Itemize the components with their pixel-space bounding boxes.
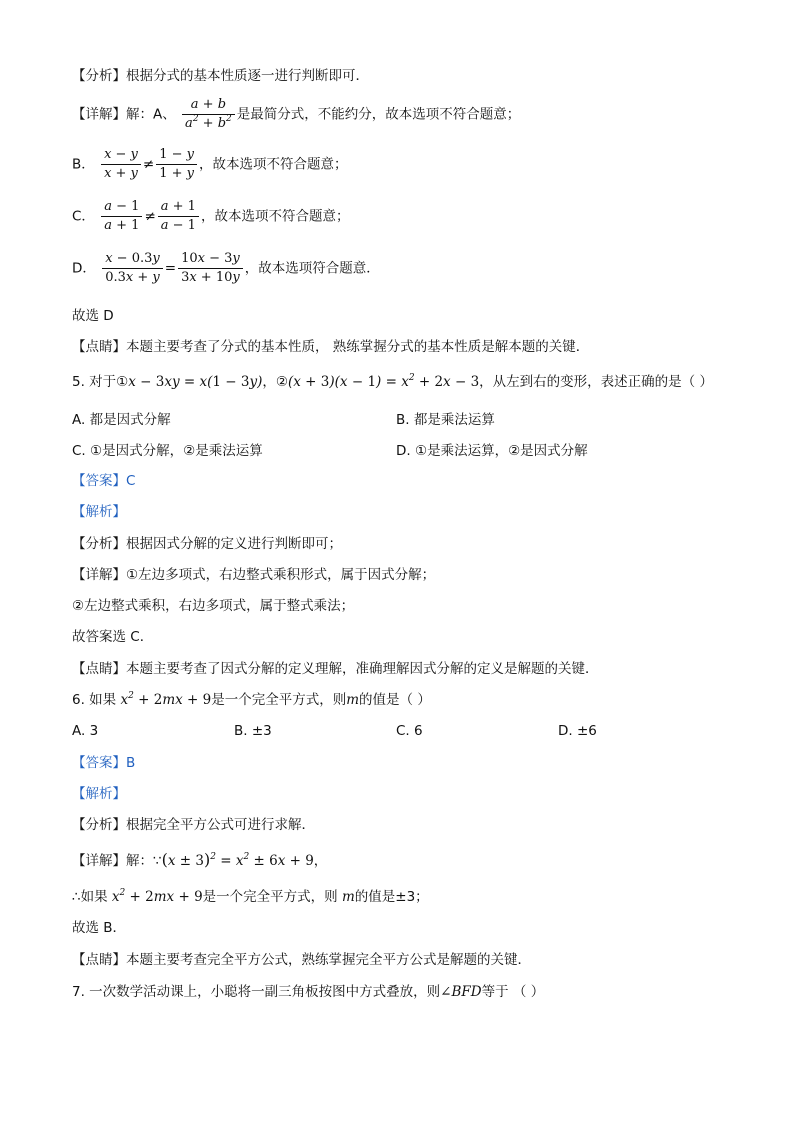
q5-stem-suffix: ，从左到右的变形，表述正确的是（ ） <box>479 374 713 390</box>
option-b-text: ，故本选项不符合题意； <box>199 156 348 173</box>
option-d-label: D． <box>72 260 96 277</box>
detail-c-line: C． $\frac{a - 1}{a + 1}$ ≠ $\frac{a + 1}{a - 1}$ ，故本选项不符合题意； <box>72 199 350 233</box>
q6-detail-comma: ， <box>313 853 328 869</box>
q7-stem-suffix: 等于 （ ） <box>481 984 545 1000</box>
q6-stem-prefix: 6. 如果 <box>72 692 117 708</box>
q6-detail-prefix: 【详解】解：∵ <box>72 853 162 869</box>
q5-answer: 【答案】C <box>72 473 136 489</box>
q6-stem-suffix: 是一个完全平方式，则 <box>211 692 347 708</box>
q6-comment: 【点睛】本题主要考查完全平方公式，熟练掌握完全平方公式是解题的关键． <box>72 952 531 968</box>
q7-stem-prefix: 7. 一次数学活动课上，小聪将一副三角板按图中方式叠放，则 <box>72 984 441 1000</box>
q5-detail-1: 【详解】①左边多项式，右边整式乘积形式，属于因式分解； <box>72 567 436 583</box>
q5-option-b: B. 都是乘法运算 <box>396 412 495 428</box>
q5-comment: 【点睛】本题主要考查了因式分解的定义理解，准确理解因式分解的定义是解题的关键． <box>72 661 599 677</box>
q5-expr-2: $(x + 3)(x - 1) = x^2 + 2x - 3$ <box>288 373 480 390</box>
q6-therefore-end: 的值是±3； <box>354 889 429 905</box>
q6-answer: 【答案】B <box>72 755 136 771</box>
q6-option-c: C. 6 <box>396 723 423 739</box>
q6-choose: 故选 B． <box>72 920 127 936</box>
q6-stem-end: 的值是（ ） <box>359 692 431 708</box>
q5-expr-1: x − 3xy = x(1 − 3y) <box>128 374 263 390</box>
detail-a-line <box>72 96 520 133</box>
q6-option-b: B. ±3 <box>234 723 272 739</box>
q5-option-a: A. 都是因式分解 <box>72 412 171 428</box>
q6-therefore <box>72 887 429 907</box>
q6-option-d: D. ±6 <box>558 723 597 739</box>
q6-therefore-var-m: m <box>341 889 355 905</box>
option-a-text: 是最简分式，不能约分，故本选项不符合题意； <box>236 106 521 123</box>
q6-var-m: m <box>346 692 360 708</box>
fraction-c-left: $\frac{a - 1}{a + 1}$ <box>101 198 142 235</box>
option-c-text: ，故本选项不符合题意； <box>200 208 350 225</box>
option-b-label: B． <box>72 156 95 173</box>
q5-option-d: D. ①是乘法运算，②是因式分解 <box>396 443 588 459</box>
q6-analysis: 【分析】根据完全平方公式可进行求解． <box>72 817 315 833</box>
q5-detail-2: ②左边整式乘积，右边多项式，属于整式乘法； <box>72 598 355 614</box>
fraction-a: $\frac{a + b}{a^2 + b^2}$ <box>182 96 235 133</box>
q5-choose: 故答案选 C． <box>72 629 154 645</box>
q7-angle: ∠BFD <box>440 984 482 1000</box>
q6-expr: $x^2 + 2mx + 9$ <box>120 691 212 708</box>
detail-d-line: D． $\frac{x - 0.3y}{0.3x + y}$ = $\frac{10x - 3y}{3x + 10y}$ ，故本选项符合题意． <box>72 251 380 285</box>
q5-analysis: 【分析】根据因式分解的定义进行判断即可； <box>72 536 342 552</box>
fraction-d-right: $\frac{10x - 3y}{3x + 10y}$ <box>178 250 243 287</box>
q5-stem-mid: ，② <box>262 374 289 390</box>
q5-jiexi: 【解析】 <box>72 504 126 520</box>
analysis-line: 【分析】根据分式的基本性质逐一进行判断即可． <box>72 68 369 84</box>
q6-therefore-prefix: ∴如果 <box>72 889 108 905</box>
comment-line: 【点睛】本题主要考查了分式的基本性质， 熟练掌握分式的基本性质是解本题的关键． <box>72 339 590 355</box>
q6-jiexi: 【解析】 <box>72 786 126 802</box>
q6-stem <box>72 690 431 710</box>
fraction-b-right: $\frac{1 - y}{1 + y}$ <box>156 146 197 183</box>
option-c-label: C． <box>72 208 95 225</box>
q6-detail <box>72 850 327 871</box>
choose-line: 故选 D <box>72 308 114 324</box>
q6-therefore-expr: $x^2 + 2mx + 9$ <box>111 888 203 905</box>
q7-stem <box>72 982 544 1002</box>
fraction-c-right: $\frac{a + 1}{a - 1}$ <box>158 198 199 235</box>
q6-option-a: A. 3 <box>72 723 99 739</box>
detail-b-line: B． $\frac{x - y}{x + y}$ ≠ $\frac{1 - y}{1 + y}$ ，故本选项不符合题意； <box>72 147 348 181</box>
fraction-d-left: $\frac{x - 0.3y}{0.3x + y}$ <box>102 250 163 287</box>
q6-detail-expr: $(x \pm 3)^2 = x^2 \pm 6x + 9$ <box>161 850 314 869</box>
q6-therefore-mid: 是一个完全平方式，则 <box>202 889 338 905</box>
q5-stem-prefix: 5. 对于① <box>72 374 129 390</box>
q5-stem <box>72 372 713 392</box>
q5-option-c: C. ①是因式分解，②是乘法运算 <box>72 443 263 459</box>
option-d-text: ，故本选项符合题意． <box>244 260 380 277</box>
fraction-b-left: $\frac{x - y}{x + y}$ <box>101 146 141 183</box>
detail-prefix: 【详解】解：A、 <box>72 106 176 123</box>
